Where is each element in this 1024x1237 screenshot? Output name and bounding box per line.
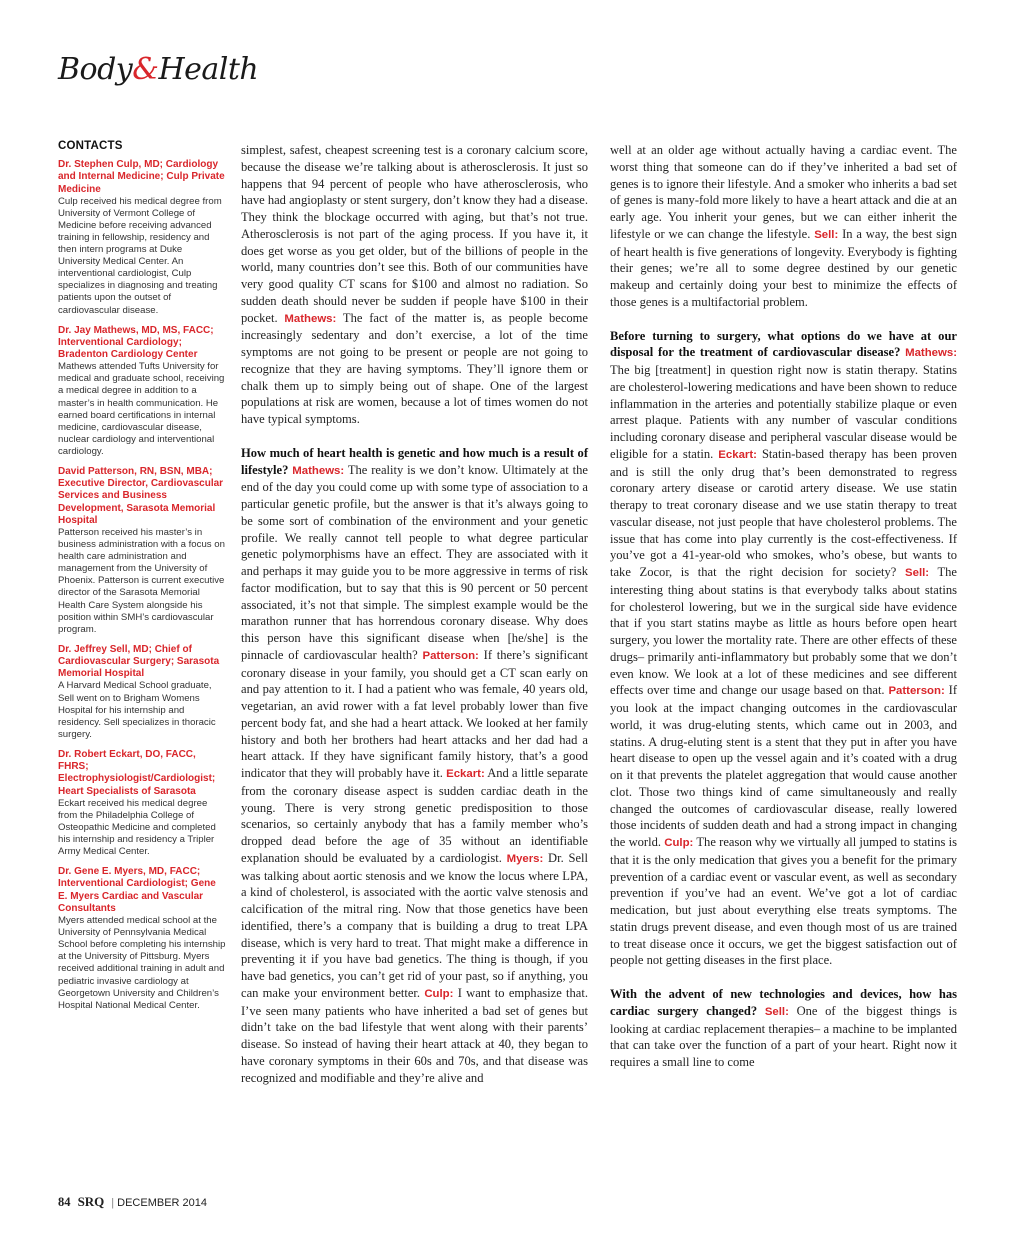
- speaker-label: Sell:: [764, 1005, 789, 1018]
- body-text: And a little separate from the coronary disease aspect is sudden cardiac death in the young. There is very strong genetic predisposition to those scenarios, so certainly anybody that has a family member who’s dropped dead before the age of 35 without an identifiable explanation should be evaluated by a cardiologist.: [241, 766, 588, 865]
- contact-name: Dr. Jeffrey Sell, MD; Chief of Cardiovascular Surgery; Sarasota Memorial Hospital: [58, 643, 220, 680]
- speaker-label: Sell:: [814, 228, 839, 241]
- contact-entry: [58, 866, 226, 1012]
- section-title: [58, 52, 258, 87]
- article-column-3: [610, 142, 957, 1071]
- body-text: If there’s significant coronary disease in your family, you should get a CT scan early on and pay attention to it. I had a patient who was female, 40 years old, vegetarian, an avid rower with a fat level probably lower than five percent body fat, and she had a heart attack. We looked at her family history and both her brothers had heart attacks and her dad had a heart attack. If they have significant family history, that’s a good indicator that they will probably have it.: [241, 647, 588, 780]
- contact-bio: Patterson received his master’s in business administration with a focus on health care administration and management from the University of Phoenix. Patterson is current executive director of the Sarasota Memorial Health Care System alongside his position within SMH’s cardiovascular program.: [58, 527, 225, 635]
- article-paragraph: [610, 142, 957, 311]
- contact-entry: [58, 749, 226, 858]
- contact-entry: [58, 466, 226, 636]
- page-footer: [58, 1194, 207, 1210]
- body-text: The fact of the matter is, as people become increasingly sedentary and don’t exercise, a lot of the time symptoms are not going to be present or people are not going to recognize that they are having symptoms. They’ll ignore them or chalk them up to simply being out of shape. One of the largest populations at risk are women, because a lot of times women do not have typical symptoms.: [241, 310, 588, 426]
- contact-entry: [58, 159, 226, 317]
- speaker-label: Culp:: [664, 837, 694, 849]
- speaker-label: Sell:: [905, 567, 930, 579]
- contact-name: David Patterson, RN, BSN, MBA; Executive Director, Cardiovascular Services and Business Development, Sarasota Memorial Hospital: [58, 466, 224, 526]
- section-title-health: Health: [158, 52, 259, 87]
- contact-entry: [58, 325, 226, 458]
- body-text: The reason why we virtually all jumped to statins is that it is the only medication that gives you a benefit for the primary prevention of a cardiac event or vascular event, as well as secondary prevention if you’ve had an event. We’ve got a lot of cardiac medication, but just about everything else treats symptoms. The statin drugs prevent disease, and even though most of us are trained to treat disease once it occurs, we get the biggest satisfaction out of people not getting diseases in the first place.: [610, 835, 958, 968]
- speaker-label: Mathews:: [292, 464, 345, 477]
- body-text: Statin-based therapy has been proven and is still the only drug that’s been demonstrated to regress coronary artery disease or carotid artery disease. We use statin therapy to treat coronary disease and we use statin therapy to treat vascular disease, not just people that have cholesterol problems. The issue that has come into play currently is the cost-effectiveness. If you’ve got a 41-year-old who smokes, who’s obese, but wants to take Zocor, is that the right decision for society?: [610, 446, 957, 579]
- body-text: The reality is we don’t know. Ultimately at the end of the day you could come up with some type of association to a particular genetic profile, but the answer is that it’s always going to be some sort of combination of the environment and your genetic profile. We really cannot tell people to what degree particular genetic polymorphisms have an effect. They are associated with it and perhaps it may guide you to be more aggressive in terms of risk factor modification, but to say that this is 90 percent or 50 percent associated, it’s not that simple. The simplest example would be the marathon runner that has horrendous coronary disease. Why does this person have this significant disease when [he/she] is the pinnacle of cardiovascular health?: [241, 462, 588, 662]
- speaker-label: Patterson:: [888, 685, 945, 698]
- body-text: well at an older age without actually having a cardiac event. The worst thing that someone can do if they’ve inherited a bad set of genes is to ignore their lifestyle. And a smoker who inherits a bad set of genes is many-fold more likely to have a heart attack and die at an early age. You inherit your genes, but we can either inherit the lifestyle or we can change the lifestyle.: [610, 143, 957, 241]
- interview-question: With the advent of new technologies and devices, how has cardiac surgery changed?: [610, 987, 957, 1018]
- body-text: The interesting thing about statins is that everybody talks about statins for cholesterol lowering, but we in the surgical side have evidence that if you start statins maybe as little as hours before open heart surgery, you lower the mortality rate. There are other effects of these drugs– primarily anti-inflammatory but probably some that we don’t even know. We look at a lot of these medicines and see different effects over time and change our usage based on that.: [610, 565, 957, 698]
- contact-bio: Mathews attended Tufts University for medical and graduate school, receiving a medical degree in addition to a master’s in health communication. He earned board certifications in internal medicine, cardiovascular disease, nuclear cardiology and interventional cardiology.: [58, 361, 225, 457]
- body-text: One of the biggest things is looking at cardiac replacement therapies– a machine to be implanted that can take over the function of a part of your heart. Right now it requires a small line to come: [610, 1003, 957, 1069]
- section-title-ampersand: &: [132, 52, 159, 87]
- speaker-label: Culp:: [424, 987, 454, 1000]
- body-text: If you look at the impact changing outcomes in the cardiovascular world, it was drug-eluting stents, which came out in 2003, and statins. A drug-eluting stent is a stent that they put in after you have heart disease to open up the vessel again and it’s coated with a drug on it that prevents the platelet aggregation that would cause another clot. Those two things kind of came simultaneously and really changed the outcomes of cardiovascular disease, really lowered those incidents of sudden death and had a strong impact in changing the world.: [610, 683, 958, 849]
- speaker-label: Patterson:: [422, 649, 479, 662]
- contact-bio: A Harvard Medical School graduate, Sell went on to Brigham Womens Hospital for his internship and residency. Sell specializes in thoracic surgery.: [58, 680, 216, 740]
- article-column-2: [241, 142, 588, 1086]
- body-text: Dr. Sell was talking about aortic stenosis and we know the locus where LPA, a kind of cholesterol, is associated with the aortic valve stenosis and calcification of the mitral ring. Now that those genetics have been identified, there’s a company that is building a drug to treat LPA disease, which is very hard to treat. That might make a difference in preventing it if you have bad genetics. The thing is though, if you have bad genetics, you can’t get rid of your past, so if anything, you can make your environment better.: [241, 850, 588, 1000]
- contacts-sidebar: [58, 140, 226, 1020]
- body-text: simplest, safest, cheapest screening test is a coronary calcium score, because the disease we’re talking about is atherosclerosis. It just so happens that 94 percent of people who have atherosclerosis, who have had angioplasty or stent surgery, don’t know they had a disease. They think the blockage occurred with aging, but that’s not true. Atherosclerosis is not part of the aging process. If you have it, it does get worse as you get older, but of the billions of people in the world, many countries don’t see this. Both of our communities have very good quality CT scans for $100 and almost no radiation. So sudden death should never be sudden if people have $100 in their pocket.: [241, 143, 588, 325]
- section-title-body: Body: [58, 52, 133, 87]
- speaker-label: Mathews:: [284, 312, 337, 325]
- speaker-label: Mathews:: [905, 347, 957, 360]
- contacts-heading: CONTACTS: [58, 140, 123, 152]
- issue-date: DECEMBER 2014: [117, 1197, 208, 1209]
- article-paragraph: [241, 445, 588, 1087]
- contact-name: Dr. Stephen Culp, MD; Cardiology and Internal Medicine; Culp Private Medicine: [58, 159, 225, 195]
- speaker-label: Myers:: [506, 852, 544, 865]
- article-paragraph: [241, 142, 588, 428]
- speaker-label: Eckart:: [446, 768, 485, 780]
- article-paragraph: [610, 328, 957, 970]
- contact-bio: Culp received his medical degree from University of Vermont College of Medicine before receiving advanced training in fellowship, residency and then intern programs at Duke University Medical Center. An interventional cardiologist, Culp specializes in diagnosing and treating patients upon the outset of cardiovascular disease.: [58, 195, 222, 316]
- contact-name: Dr. Robert Eckart, DO, FACC, FHRS; Electrophysiologist/Cardiologist; Heart Specialists of Sarasota: [58, 748, 216, 797]
- article-paragraph: [610, 986, 957, 1071]
- contact-bio: Eckart received his medical degree from the Philadelphia College of Osteopathic Medicine and completed his internship and residency a Tripler Army Medical Center.: [58, 797, 216, 858]
- contact-name: Dr. Jay Mathews, MD, MS, FACC; Interventional Cardiology; Bradenton Cardiology Center: [58, 324, 214, 361]
- footer-separator: |: [111, 1197, 115, 1209]
- speaker-label: Eckart:: [718, 448, 757, 461]
- magazine-name: SRQ: [77, 1194, 105, 1209]
- body-text: The big [treatment] in question right now is statin therapy. Statins are cholesterol-lowering medications and have been shown to reduce inflammation in the arteries and potentially stabilize plaque or even arrest plaque. Patients with any number of vascular conditions including coronary disease and peripheral vascular disease would be eligible for a statin.: [610, 363, 957, 461]
- body-text: I want to emphasize that. I’ve seen many patients who have inherited a bad set of genes but didn’t take on the bad lifestyle that went along with their parents’ disease. So instead of having their heart attack at 40, they began to have coronary symptoms in their 60s and 70s, and that disease was recognized and modifiable and they’re alive and: [241, 985, 588, 1085]
- contact-entry: [58, 644, 226, 741]
- contact-name: Dr. Gene E. Myers, MD, FACC; Interventional Cardiologist; Gene E. Myers Cardiac and Vascular Consultants: [58, 866, 216, 914]
- page-number: 84: [58, 1195, 71, 1209]
- contact-bio: Myers attended medical school at the University of Pennsylvania Medical School before completing his internship at the University of Pittsburg. Myers received additional training in adult and pediatric invasive cardiology at Georgetown University and Children’s Hospital National Medical Center.: [58, 915, 226, 1011]
- interview-question: Before turning to surgery, what options do we have at our disposal for the treatment of cardiovascular disease?: [610, 328, 957, 360]
- interview-question: How much of heart health is genetic and how much is a result of lifestyle?: [241, 445, 588, 477]
- body-text: In a way, the best sign of heart health is five generations of longevity. Everybody is fighting their genes; we’re all to some degree destined by our genetic makeup and certainly doing your best to minimize the effects of those genes is a multifactorial problem.: [610, 226, 957, 309]
